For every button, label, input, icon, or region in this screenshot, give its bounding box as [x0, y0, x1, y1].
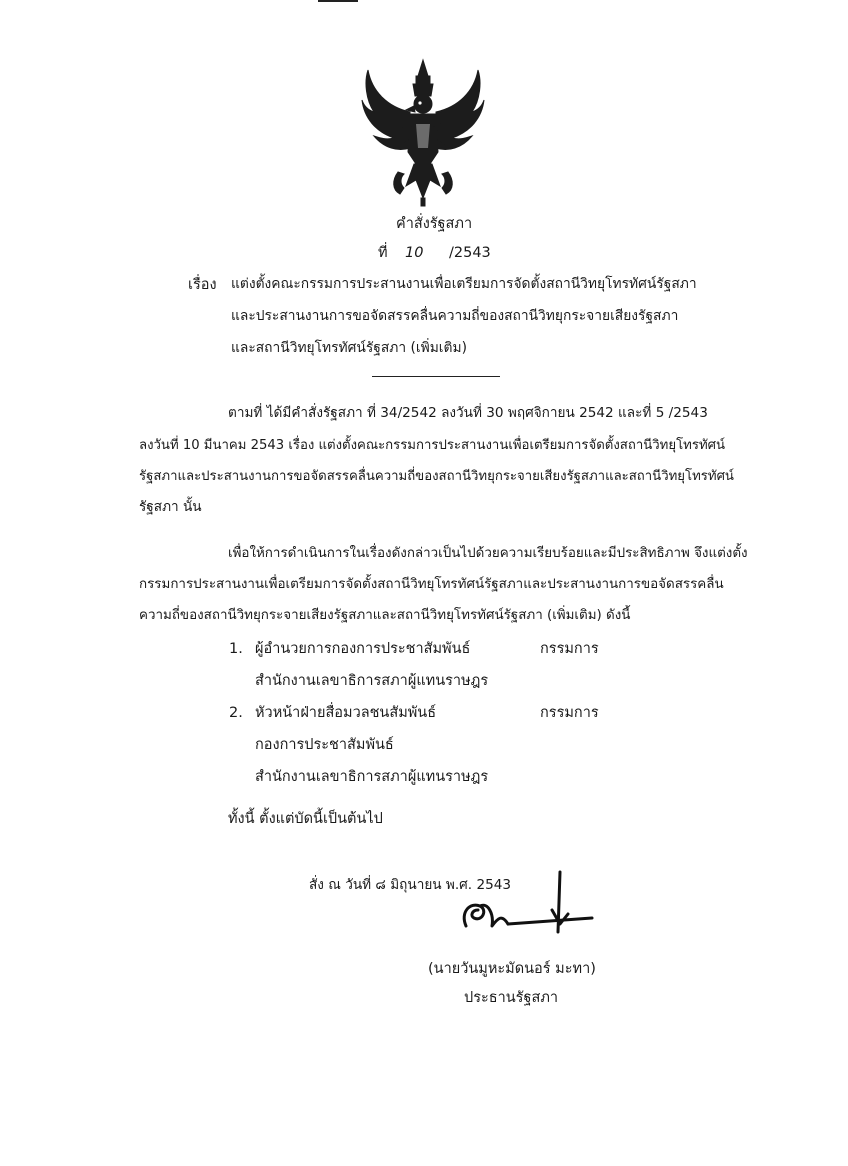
member-title: ผู้อำนวยการกองการประชาสัมพันธ์ [255, 641, 471, 657]
paragraph-line: รัฐสภา นั้น [139, 499, 202, 515]
signature-mark [452, 868, 602, 938]
paragraph-line: รัฐสภาและประสานงานการขอจัดสรรคลื่นความถี่ของสถานีวิทยุกระจายเสียงรัฐสภาและสถานีวิทยุโทรทัศน์ [139, 469, 734, 484]
member-role: กรรมการ [540, 705, 599, 721]
member-office: สำนักงานเลขาธิการสภาผู้แทนราษฎร [255, 769, 489, 785]
paragraph-line: ความถี่ของสถานีวิทยุกระจายเสียงรัฐสภาและสถานีวิทยุโทรทัศน์รัฐสภา (เพิ่มเติม) ดังนี้ [139, 608, 631, 623]
divider [372, 376, 500, 377]
paragraph-line: ลงวันที่ 10 มีนาคม 2543 เรื่อง แต่งตั้งคณะกรรมการประสานงานเพื่อเตรียมการจัดตั้งสถานีวิทยุโทรทัศน์ [139, 438, 726, 453]
member-office: สำนักงานเลขาธิการสภาผู้แทนราษฎร [255, 673, 489, 689]
paragraph-line: เพื่อให้การดำเนินการในเรื่องดังกล่าวเป็นไปด้วยความเรียบร้อยและมีประสิทธิภาพ จึงแต่งตั้ง [228, 546, 748, 561]
signatory-position: ประธานรัฐสภา [464, 990, 559, 1006]
subject-line: แต่งตั้งคณะกรรมการประสานงานเพื่อเตรียมการจัดตั้งสถานีวิทยุโทรทัศน์รัฐสภา [231, 276, 697, 292]
number-prefix: ที่ [378, 245, 388, 261]
paragraph-line: กรรมการประสานงานเพื่อเตรียมการจัดตั้งสถานีวิทยุโทรทัศน์รัฐสภาและประสานงานการขอจัดสรรคลื่น [139, 577, 724, 592]
subject-line: และประสานงานการขอจัดสรรคลื่นความถี่ของสถานีวิทยุกระจายเสียงรัฐสภา [231, 308, 679, 324]
number-value: 10 [405, 245, 424, 261]
member-role: กรรมการ [540, 641, 599, 657]
member-title: หัวหน้าฝ่ายสื่อมวลชนสัมพันธ์ [255, 705, 437, 721]
subject-label: เรื่อง [188, 277, 217, 293]
document-title: คำสั่งรัฐสภา [396, 216, 473, 232]
member-number: 2. [229, 705, 243, 721]
member-division: กองการประชาสัมพันธ์ [255, 737, 394, 753]
effective-statement: ทั้งนี้ ตั้งแต่บัดนี้เป็นต้นไป [228, 811, 383, 827]
number-suffix: /2543 [449, 245, 491, 261]
garuda-emblem-icon [358, 52, 488, 210]
order-date: สั่ง ณ วันที่ ๘ มิถุนายน พ.ศ. 2543 [309, 877, 512, 893]
member-number: 1. [229, 641, 243, 657]
subject-line: และสถานีวิทยุโทรทัศน์รัฐสภา (เพิ่มเติม) [231, 340, 467, 356]
paragraph-line: ตามที่ ได้มีคำสั่งรัฐสภา ที่ 34/2542 ลงวันที่ 30 พฤศจิกายน 2542 และที่ 5 /2543 [228, 405, 708, 421]
top-mark [318, 0, 358, 2]
signatory-name: (นายวันมูหะมัดนอร์ มะทา) [428, 961, 596, 977]
